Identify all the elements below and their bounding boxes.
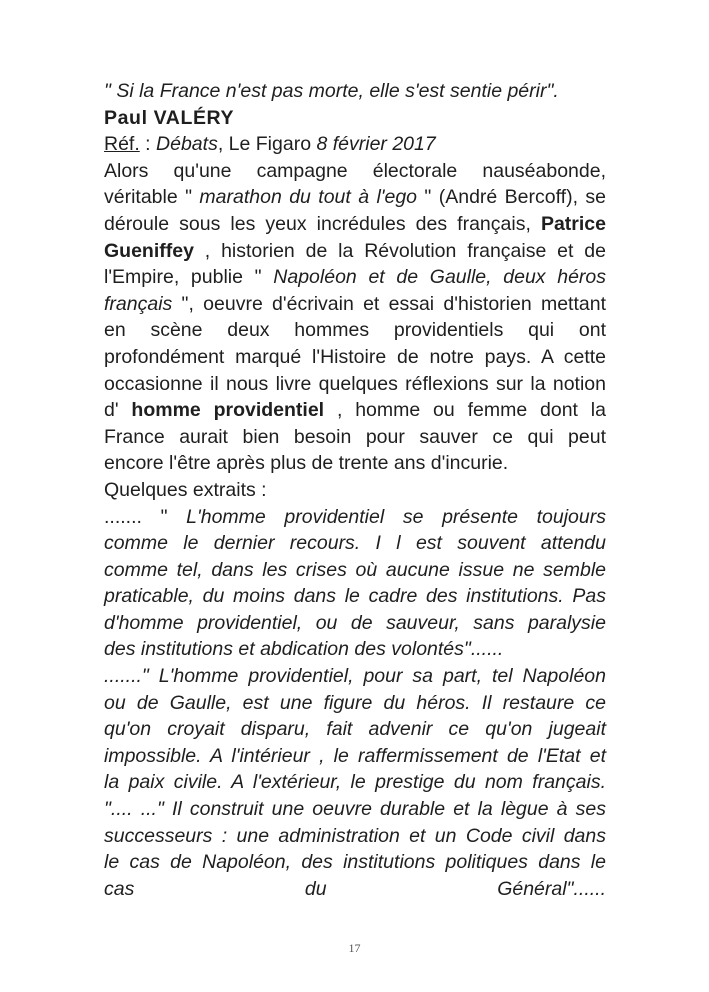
- extract-line: [104, 583, 606, 610]
- intro-line: [104, 424, 606, 451]
- extract-italic-text: ......." L'homme providentiel, pour sa part, tel Napoléon: [104, 665, 606, 688]
- extract-paragraph-1: [104, 504, 606, 664]
- intro-line: [104, 344, 606, 371]
- epigraph-author: [104, 105, 606, 132]
- author-name: Paul VALÉRY: [104, 106, 235, 129]
- extract-italic-text: d'homme providentiel, ou de sauveur, sans paralysie: [104, 611, 606, 634]
- extract-word-du: du: [304, 877, 327, 900]
- extract-italic-text: praticable, du moins dans le cadre des institutions. Pas: [104, 585, 606, 608]
- reference-source: , Le Figaro: [217, 133, 317, 156]
- intro-bold-text: homme providentiel: [131, 399, 325, 422]
- page-content: [104, 78, 606, 902]
- intro-line: [104, 317, 606, 344]
- intro-text: véritable ": [104, 186, 200, 209]
- extract-word-cas: cas: [104, 877, 135, 900]
- extract-line: [104, 663, 606, 690]
- intro-text: , homme ou femme dont la: [324, 399, 606, 422]
- quote-text: " Si la France n'est pas morte, elle s'est sentie périr".: [104, 80, 559, 102]
- extract-line: [104, 636, 606, 663]
- intro-line: [104, 264, 606, 291]
- intro-paragraph: [104, 158, 606, 477]
- intro-italic-text: Napoléon et de Gaulle, deux héros: [273, 266, 607, 289]
- extract-line: [104, 823, 606, 850]
- intro-bold-text: Gueniffey: [104, 239, 194, 262]
- extracts-label-text: Quelques extraits :: [104, 478, 267, 501]
- intro-line: [104, 184, 606, 211]
- extract-italic-text: comme tel, dans les crises où aucune issue ne semble: [104, 558, 606, 581]
- extract-italic-text: successeurs : une administration et un Code civil dans: [104, 824, 606, 847]
- extracts-label: [104, 477, 606, 504]
- intro-line: [104, 371, 606, 398]
- intro-text: France aurait bien besoin pour sauver ce qui peut: [104, 425, 606, 448]
- intro-text: profondément marqué l'Histoire de notre pays. A cette: [104, 345, 606, 368]
- intro-line: [104, 397, 606, 424]
- intro-text: ", oeuvre d'écrivain et essai d'historien mettant: [172, 292, 606, 315]
- extract-line: [104, 610, 606, 637]
- extract-line: [104, 743, 606, 770]
- reference-date: 8 février 2017: [316, 133, 436, 156]
- extract-line: [104, 690, 606, 717]
- extract-line: [104, 557, 606, 584]
- extract-line: [104, 504, 606, 531]
- reference-separator: :: [139, 133, 157, 156]
- extract-line: [104, 796, 606, 823]
- extract-line: [104, 716, 606, 743]
- intro-line: [104, 291, 606, 318]
- page-number: 17: [348, 941, 361, 955]
- reference-line: [104, 131, 606, 158]
- extract-line-last: [104, 876, 606, 903]
- extract-italic-text: la paix civile. A l'extérieur, le prestige du nom français.: [104, 771, 606, 794]
- intro-text: en scène deux hommes providentiels qui ont: [104, 319, 606, 342]
- intro-text: encore l'être après plus de trente ans d'incurie.: [104, 452, 509, 475]
- extract-italic-text: ou de Gaulle, est une figure du héros. Il restaure ce: [104, 691, 606, 714]
- epigraph-quote: [104, 78, 606, 105]
- extract-italic-text: ".... ..." Il construit une oeuvre durable et la lègue à ses: [104, 798, 606, 821]
- extract-line: [104, 530, 606, 557]
- intro-text: Alors qu'une campagne électorale nauséabonde,: [104, 159, 606, 182]
- extract-word-general: Général"......: [497, 877, 606, 900]
- extract-italic-text: impossible. A l'intérieur , le raffermissement de l'Etat et: [104, 744, 606, 767]
- extract-italic-text: qu'on croyait disparu, fait advenir ce qu'on jugeait: [104, 718, 606, 741]
- extract-text: ....... ": [104, 505, 187, 528]
- extract-italic-text: comme le dernier recours. I l est souvent attendu: [104, 532, 606, 555]
- intro-bold-text: Patrice: [540, 212, 606, 235]
- extract-italic-text: des institutions et abdication des volontés"......: [104, 638, 504, 661]
- intro-line: [104, 238, 606, 265]
- reference-publication: Débats: [156, 133, 218, 156]
- extract-italic-text: L'homme providentiel se présente toujours: [186, 505, 606, 528]
- intro-line: [104, 211, 606, 238]
- intro-line: [104, 158, 606, 185]
- intro-text: , historien de la Révolution française et de: [193, 239, 606, 262]
- intro-text: d': [104, 399, 132, 422]
- extract-line: [104, 849, 606, 876]
- intro-text: occasionne il nous livre quelques réflexions sur la notion: [104, 372, 606, 395]
- reference-label: Réf.: [104, 133, 140, 156]
- extract-italic-text: le cas de Napoléon, des institutions politiques dans le: [104, 851, 606, 874]
- intro-text: déroule sous les yeux incrédules des français,: [104, 212, 541, 235]
- intro-italic-text: français: [104, 292, 173, 315]
- intro-text: l'Empire, publie ": [104, 266, 274, 289]
- intro-italic-text: marathon du tout à l'ego: [199, 186, 418, 209]
- extract-line: [104, 769, 606, 796]
- intro-text: " (André Bercoff), se: [417, 186, 606, 209]
- extract-paragraph-2: [104, 663, 606, 902]
- intro-line: [104, 450, 606, 477]
